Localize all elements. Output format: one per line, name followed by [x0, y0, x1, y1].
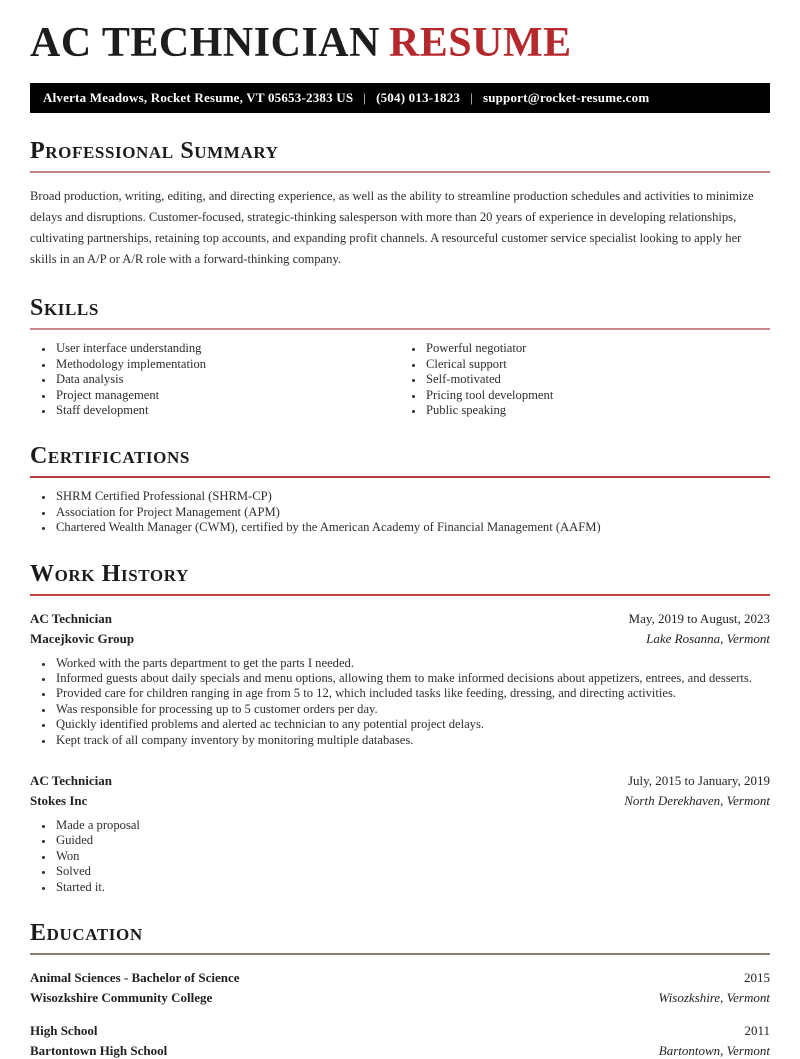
skills-heading: Skills [30, 295, 99, 322]
job-bullet: • Guided [54, 833, 770, 848]
contact-separator: | [470, 90, 473, 106]
job-entry [30, 773, 770, 895]
job-dates: July, 2015 to January, 2019 [627, 773, 770, 789]
skill-item: • Methodology implementation [54, 357, 400, 372]
education-school-row [30, 1043, 770, 1059]
job-title: AC Technician [30, 610, 112, 626]
skills-column-left [30, 341, 400, 418]
education-degree: Animal Sciences - Bachelor of Science [30, 970, 240, 986]
page-title [30, 21, 770, 66]
section-education [30, 921, 770, 1059]
job-bullet: • Worked with the parts department to get the parts I needed. [54, 656, 770, 671]
section-work-history [30, 562, 770, 895]
job-title: AC Technician [30, 773, 112, 789]
job-company: Macejkovic Group [30, 630, 135, 646]
contact-separator: | [363, 90, 367, 106]
skills-columns [30, 330, 770, 418]
skill-item: • Data analysis [54, 372, 400, 387]
resume-document [0, 20, 800, 1059]
section-rule [30, 476, 770, 478]
skill-item: • Staff development [54, 403, 400, 418]
job-bullet: • Solved [54, 864, 770, 879]
education-entry [30, 970, 770, 1006]
education-year: 2015 [744, 970, 770, 986]
certifications-heading: Certifications [30, 443, 190, 470]
contact-address: Alverta Meadows, Rocket Resume, VT 05653-2383 US [43, 90, 354, 106]
certification-item: • SHRM Certified Professional (SHRM-CP) [54, 489, 770, 504]
job-dates: May, 2019 to August, 2023 [628, 610, 770, 626]
job-company-row [30, 631, 770, 647]
certifications-list [30, 489, 770, 535]
education-location: Bartontown, Vermont [658, 1043, 770, 1059]
job-bullet: • Won [54, 849, 770, 864]
contact-bar [30, 83, 770, 113]
skill-item: • Project management [54, 388, 400, 403]
job-bullet: • Made a proposal [54, 818, 770, 833]
section-skills [30, 296, 770, 418]
professional-summary-heading: Professional Summary [30, 138, 279, 165]
education-school: Bartontown High School [30, 1043, 168, 1059]
education-degree-row [30, 970, 770, 986]
job-company: Stokes Inc [30, 793, 88, 809]
education-entry [30, 1023, 770, 1059]
job-bullet: • Was responsible for processing up to 5 customer orders per day. [54, 702, 770, 717]
section-rule [30, 594, 770, 596]
education-school-row [30, 990, 770, 1006]
education-school: Wisozkshire Community College [30, 990, 213, 1006]
skill-item: • Powerful negotiator [424, 341, 770, 356]
education-degree-row [30, 1023, 770, 1039]
section-rule [30, 953, 770, 955]
education-degree: High School [30, 1023, 98, 1039]
page-title-primary: AC TECHNICIAN [30, 20, 380, 66]
job-bullet: • Kept track of all company inventory by monitoring multiple databases. [54, 733, 770, 748]
job-bullet: • Informed guests about daily specials and menu options, allowing them to make informed decisions about appetizers, entrees, and desserts. [54, 671, 770, 686]
job-company-row [30, 793, 770, 809]
job-bullets [30, 818, 770, 895]
professional-summary-text: Broad production, writing, editing, and directing experience, as well as the ability to streamline production schedules and activities to minimize delays and disruptions. Customer-focused, strategic-thinking salesperson with more than 20 years of experience in developing relationships, cultivating partnerships, retaining top accounts, and expanding profit channels. A resourceful customer service specialist looking to apply her skills in an A/P or A/R role with a forward-thinking company. [30, 189, 754, 267]
education-year: 2011 [744, 1023, 770, 1039]
job-bullet: • Quickly identified problems and alerted ac technician to any potential project delays. [54, 717, 770, 732]
contact-email: support@rocket-resume.com [482, 90, 650, 106]
contact-phone: (504) 013-1823 [376, 90, 461, 106]
section-professional-summary [30, 139, 770, 270]
work-history-heading: Work History [30, 560, 189, 587]
job-entry [30, 611, 770, 748]
page-title-accent: RESUME [388, 20, 572, 66]
certification-item: • Association for Project Management (APM) [54, 505, 770, 520]
job-bullet: • Started it. [54, 880, 770, 895]
skill-item: • Clerical support [424, 357, 770, 372]
job-location: Lake Rosanna, Vermont [646, 630, 770, 646]
certification-item: • Chartered Wealth Manager (CWM), certified by the American Academy of Financial Management (AAFM) [54, 520, 770, 535]
skills-column-right [400, 341, 770, 418]
skill-item: • Self-motivated [424, 372, 770, 387]
skill-item: • Public speaking [424, 403, 770, 418]
skill-item: • User interface understanding [54, 341, 400, 356]
job-bullet: • Provided care for children ranging in age from 5 to 12, which included tasks like feeding, dressing, and directing activities. [54, 686, 770, 701]
skill-item: • Pricing tool development [424, 388, 770, 403]
job-location: North Derekhaven, Vermont [624, 793, 770, 809]
education-location: Wisozkshire, Vermont [658, 990, 770, 1006]
job-title-row [30, 773, 770, 789]
education-heading: Education [30, 920, 143, 947]
job-bullets [30, 656, 770, 748]
section-certifications [30, 444, 770, 535]
job-title-row [30, 611, 770, 627]
section-rule [30, 171, 770, 173]
